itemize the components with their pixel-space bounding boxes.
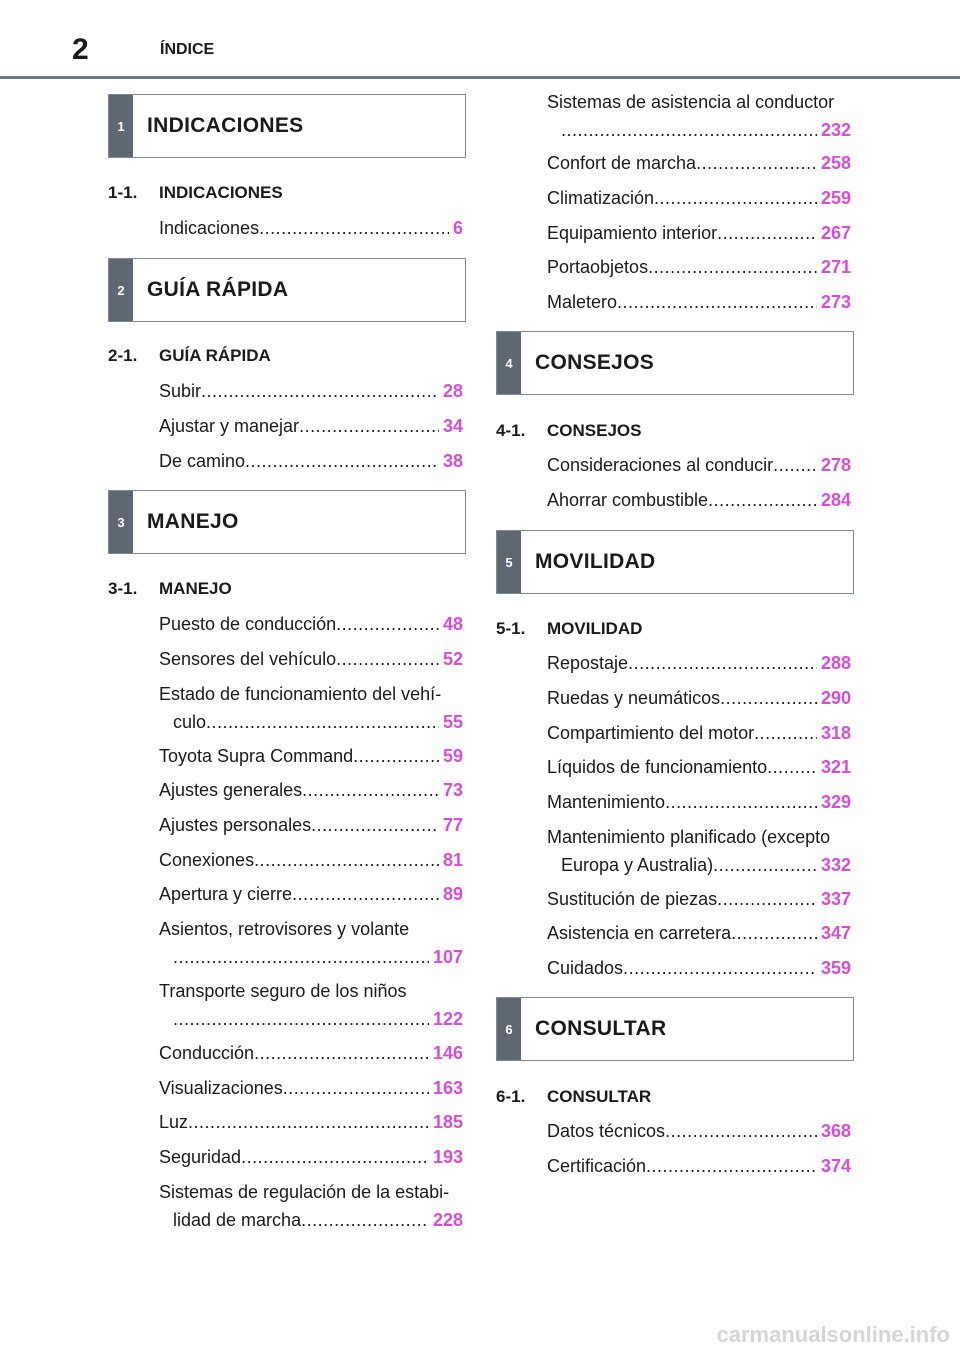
toc-entry[interactable] xyxy=(547,789,851,815)
toc-entry[interactable] xyxy=(159,646,463,672)
entry-text: Visualizaciones xyxy=(159,1078,283,1098)
entry-text: Equipamiento interior xyxy=(547,223,718,243)
entry-page: 359 xyxy=(820,958,851,978)
entry-text: Repostaje xyxy=(547,653,629,673)
section-title: MOVILIDAD xyxy=(535,550,656,573)
entry-text: Toyota Supra Command xyxy=(159,746,354,766)
toc-entry[interactable] xyxy=(547,650,851,676)
entry-page: 290 xyxy=(820,688,851,708)
entry-page: 259 xyxy=(820,188,851,208)
entry-text: culo xyxy=(173,712,207,732)
toc-entry[interactable] xyxy=(547,289,851,315)
subsection-code: 6-1. xyxy=(496,1087,526,1106)
leader-dots xyxy=(283,1075,429,1101)
section-header-manejo[interactable] xyxy=(108,490,466,554)
watermark: carmanualsonline.info xyxy=(716,1322,950,1347)
entry-text: Cuidados xyxy=(547,958,624,978)
toc-entry[interactable] xyxy=(159,413,463,439)
section-title: GUÍA RÁPIDA xyxy=(147,278,289,301)
entry-page: 271 xyxy=(820,257,851,277)
leader-dots xyxy=(254,847,439,873)
toc-entry[interactable] xyxy=(547,185,851,211)
entry-text: Compartimiento del motor xyxy=(547,723,755,743)
subsection-code: 2-1. xyxy=(108,346,138,365)
entry-page: 329 xyxy=(820,792,851,812)
leader-dots xyxy=(654,185,817,211)
toc-entry[interactable] xyxy=(159,777,463,803)
entry-text: Subir xyxy=(159,381,202,401)
entry-page: 337 xyxy=(820,889,851,909)
subsection-code: 4-1. xyxy=(496,421,526,440)
leader-dots xyxy=(767,754,817,780)
leader-dots xyxy=(717,220,817,246)
leader-dots xyxy=(713,852,817,878)
entry-text-first-line: Sistemas de asistencia al conductor xyxy=(547,92,835,112)
leader-dots xyxy=(301,1207,429,1233)
subsection-code: 5-1. xyxy=(496,619,526,638)
entry-text-first-line: Asientos, retrovisores y volante xyxy=(159,919,410,939)
section-title: MANEJO xyxy=(147,510,239,533)
entry-page: 6 xyxy=(452,218,463,238)
entry-page: 59 xyxy=(442,746,463,766)
entry-text: Datos técnicos xyxy=(547,1121,666,1141)
toc-entry[interactable] xyxy=(159,1109,463,1135)
entry-page: 34 xyxy=(442,416,463,436)
section-header-movilidad[interactable] xyxy=(496,530,854,594)
header-divider xyxy=(0,76,960,79)
entry-text: De camino xyxy=(159,451,246,471)
leader-dots xyxy=(717,886,817,912)
leader-dots xyxy=(245,448,439,474)
toc-entry[interactable] xyxy=(547,220,851,246)
leader-dots xyxy=(665,789,817,815)
entry-page: 267 xyxy=(820,223,851,243)
entry-text-first-line: Mantenimiento planificado (excepto xyxy=(547,827,831,847)
leader-dots xyxy=(731,920,817,946)
subsection-heading xyxy=(108,578,232,600)
entry-text: Sensores del vehículo xyxy=(159,649,337,669)
entry-text: Indicaciones xyxy=(159,218,260,238)
section-tab-number: 4 xyxy=(497,332,521,394)
leader-dots xyxy=(617,289,817,315)
leader-dots xyxy=(299,413,439,439)
subsection-code: 3-1. xyxy=(108,579,138,598)
toc-entry[interactable] xyxy=(547,452,851,478)
entry-page: 193 xyxy=(432,1147,463,1167)
entry-page: 284 xyxy=(820,490,851,510)
leader-dots xyxy=(628,650,817,676)
page-title: ÍNDICE xyxy=(160,41,215,58)
page-header xyxy=(0,0,960,80)
entry-page: 81 xyxy=(442,850,463,870)
entry-text-first-line: Sistemas de regulación de la estabi- xyxy=(159,1182,450,1202)
toc-entry[interactable] xyxy=(159,916,463,970)
leader-dots xyxy=(754,720,817,746)
section-header-guia-rapida[interactable] xyxy=(108,258,466,322)
toc-entry[interactable] xyxy=(547,1118,851,1144)
toc-entry[interactable] xyxy=(547,150,851,176)
section-tab-number: 3 xyxy=(109,491,133,553)
entry-page: 318 xyxy=(820,723,851,743)
entry-text: Puesto de conducción xyxy=(159,614,337,634)
entry-page: 232 xyxy=(820,120,851,140)
entry-page: 48 xyxy=(442,614,463,634)
entry-text: Climatización xyxy=(547,188,655,208)
leader-dots xyxy=(311,812,439,838)
entry-page: 347 xyxy=(820,923,851,943)
section-title: CONSEJOS xyxy=(535,351,655,374)
entry-page: 228 xyxy=(432,1210,463,1230)
toc-entry[interactable] xyxy=(547,955,851,981)
entry-text: Confort de marcha xyxy=(547,153,697,173)
entry-page: 28 xyxy=(442,381,463,401)
subsection-title: INDICACIONES xyxy=(159,183,283,202)
toc-entry[interactable] xyxy=(547,685,851,711)
toc-entry[interactable] xyxy=(159,847,463,873)
subsection-title: MOVILIDAD xyxy=(547,619,643,638)
toc-entry[interactable] xyxy=(547,720,851,746)
entry-page: 332 xyxy=(820,855,851,875)
entry-page: 146 xyxy=(432,1043,463,1063)
subsection-title: CONSULTAR xyxy=(547,1087,652,1106)
leader-dots xyxy=(696,150,817,176)
toc-entry[interactable] xyxy=(547,920,851,946)
entry-text: lidad de marcha xyxy=(173,1210,302,1230)
toc-entry[interactable] xyxy=(159,978,463,1032)
toc-entry[interactable] xyxy=(547,487,851,513)
leader-dots xyxy=(173,944,429,970)
entry-page: 55 xyxy=(442,712,463,732)
toc-entry[interactable] xyxy=(159,378,463,404)
leader-dots xyxy=(336,611,439,637)
entry-text: Portaobjetos xyxy=(547,257,649,277)
entry-page: 278 xyxy=(820,455,851,475)
toc-entry[interactable] xyxy=(159,1179,463,1233)
leader-dots xyxy=(665,1118,817,1144)
entry-page: 107 xyxy=(432,947,463,967)
entry-page: 258 xyxy=(820,153,851,173)
subsection-heading xyxy=(108,182,283,204)
leader-dots xyxy=(259,215,449,241)
toc-entry[interactable] xyxy=(547,89,851,143)
leader-dots xyxy=(254,1040,429,1066)
section-tab-number: 2 xyxy=(109,259,133,321)
entry-page: 163 xyxy=(432,1078,463,1098)
entry-text: Ajustar y manejar xyxy=(159,416,300,436)
subsection-heading xyxy=(496,1086,651,1108)
toc-entry[interactable] xyxy=(547,1153,851,1179)
entry-text-first-line: Transporte seguro de los niños xyxy=(159,981,407,1001)
entry-text: Europa y Australia) xyxy=(561,855,714,875)
leader-dots xyxy=(336,646,439,672)
subsection-title: CONSEJOS xyxy=(547,421,642,440)
entry-text: Ajustes personales xyxy=(159,815,312,835)
leader-dots xyxy=(292,881,439,907)
leader-dots xyxy=(708,487,817,513)
leader-dots xyxy=(201,378,439,404)
section-title: CONSULTAR xyxy=(535,1017,667,1040)
leader-dots xyxy=(188,1109,429,1135)
entry-text: Sustitución de piezas xyxy=(547,889,718,909)
toc-entry[interactable] xyxy=(159,681,463,735)
subsection-code: 1-1. xyxy=(108,183,138,202)
section-tab-number: 1 xyxy=(109,95,133,157)
toc-entry[interactable] xyxy=(159,611,463,637)
page-number: 2 xyxy=(72,33,89,66)
entry-page: 273 xyxy=(820,292,851,312)
leader-dots xyxy=(561,117,817,143)
leader-dots xyxy=(173,1006,429,1032)
entry-page: 73 xyxy=(442,780,463,800)
entry-text: Ahorrar combustible xyxy=(547,490,709,510)
toc-entry[interactable] xyxy=(159,881,463,907)
subsection-title: GUÍA RÁPIDA xyxy=(159,346,271,365)
toc-entry[interactable] xyxy=(547,886,851,912)
entry-text: Apertura y cierre xyxy=(159,884,293,904)
leader-dots xyxy=(773,452,817,478)
entry-text: Maletero xyxy=(547,292,618,312)
section-header-consejos[interactable] xyxy=(496,331,854,395)
entry-text: Líquidos de funcionamiento xyxy=(547,757,768,777)
toc-entry[interactable] xyxy=(159,1040,463,1066)
entry-page: 321 xyxy=(820,757,851,777)
entry-text: Mantenimiento xyxy=(547,792,666,812)
subsection-heading xyxy=(496,618,642,640)
entry-page: 89 xyxy=(442,884,463,904)
toc-entry[interactable] xyxy=(159,812,463,838)
toc-entry[interactable] xyxy=(159,1144,463,1170)
entry-text: Seguridad xyxy=(159,1147,242,1167)
toc-entry[interactable] xyxy=(159,1075,463,1101)
section-tab-number: 5 xyxy=(497,531,521,593)
leader-dots xyxy=(206,709,439,735)
section-title: INDICACIONES xyxy=(147,114,304,137)
leader-dots xyxy=(353,743,439,769)
subsection-heading xyxy=(496,420,641,442)
section-header-consultar[interactable] xyxy=(496,997,854,1061)
entry-page: 52 xyxy=(442,649,463,669)
leader-dots xyxy=(302,777,439,803)
entry-text: Conducción xyxy=(159,1043,255,1063)
subsection-heading xyxy=(108,345,271,367)
leader-dots xyxy=(720,685,817,711)
entry-text: Asistencia en carretera xyxy=(547,923,732,943)
section-tab-number: 6 xyxy=(497,998,521,1060)
toc-entry[interactable] xyxy=(159,743,463,769)
entry-text: Conexiones xyxy=(159,850,255,870)
entry-text: Consideraciones al conducir xyxy=(547,455,774,475)
entry-page: 374 xyxy=(820,1156,851,1176)
subsection-title: MANEJO xyxy=(159,579,232,598)
entry-page: 77 xyxy=(442,815,463,835)
entry-page: 38 xyxy=(442,451,463,471)
section-header-indicaciones[interactable] xyxy=(108,94,466,158)
leader-dots xyxy=(646,1153,817,1179)
entry-text: Ajustes generales xyxy=(159,780,303,800)
leader-dots xyxy=(648,254,817,280)
toc-entry[interactable] xyxy=(159,448,463,474)
toc-entry[interactable] xyxy=(547,754,851,780)
entry-page: 185 xyxy=(432,1112,463,1132)
leader-dots xyxy=(241,1144,429,1170)
leader-dots xyxy=(623,955,817,981)
entry-page: 122 xyxy=(432,1009,463,1029)
entry-text-first-line: Estado de funcionamiento del vehí- xyxy=(159,684,442,704)
toc-entry[interactable] xyxy=(547,254,851,280)
toc-entry[interactable] xyxy=(547,824,851,878)
toc-entry[interactable] xyxy=(159,215,463,241)
entry-page: 368 xyxy=(820,1121,851,1141)
entry-page: 288 xyxy=(820,653,851,673)
entry-text: Ruedas y neumáticos xyxy=(547,688,721,708)
entry-text: Certificación xyxy=(547,1156,647,1176)
entry-text: Luz xyxy=(159,1112,189,1132)
